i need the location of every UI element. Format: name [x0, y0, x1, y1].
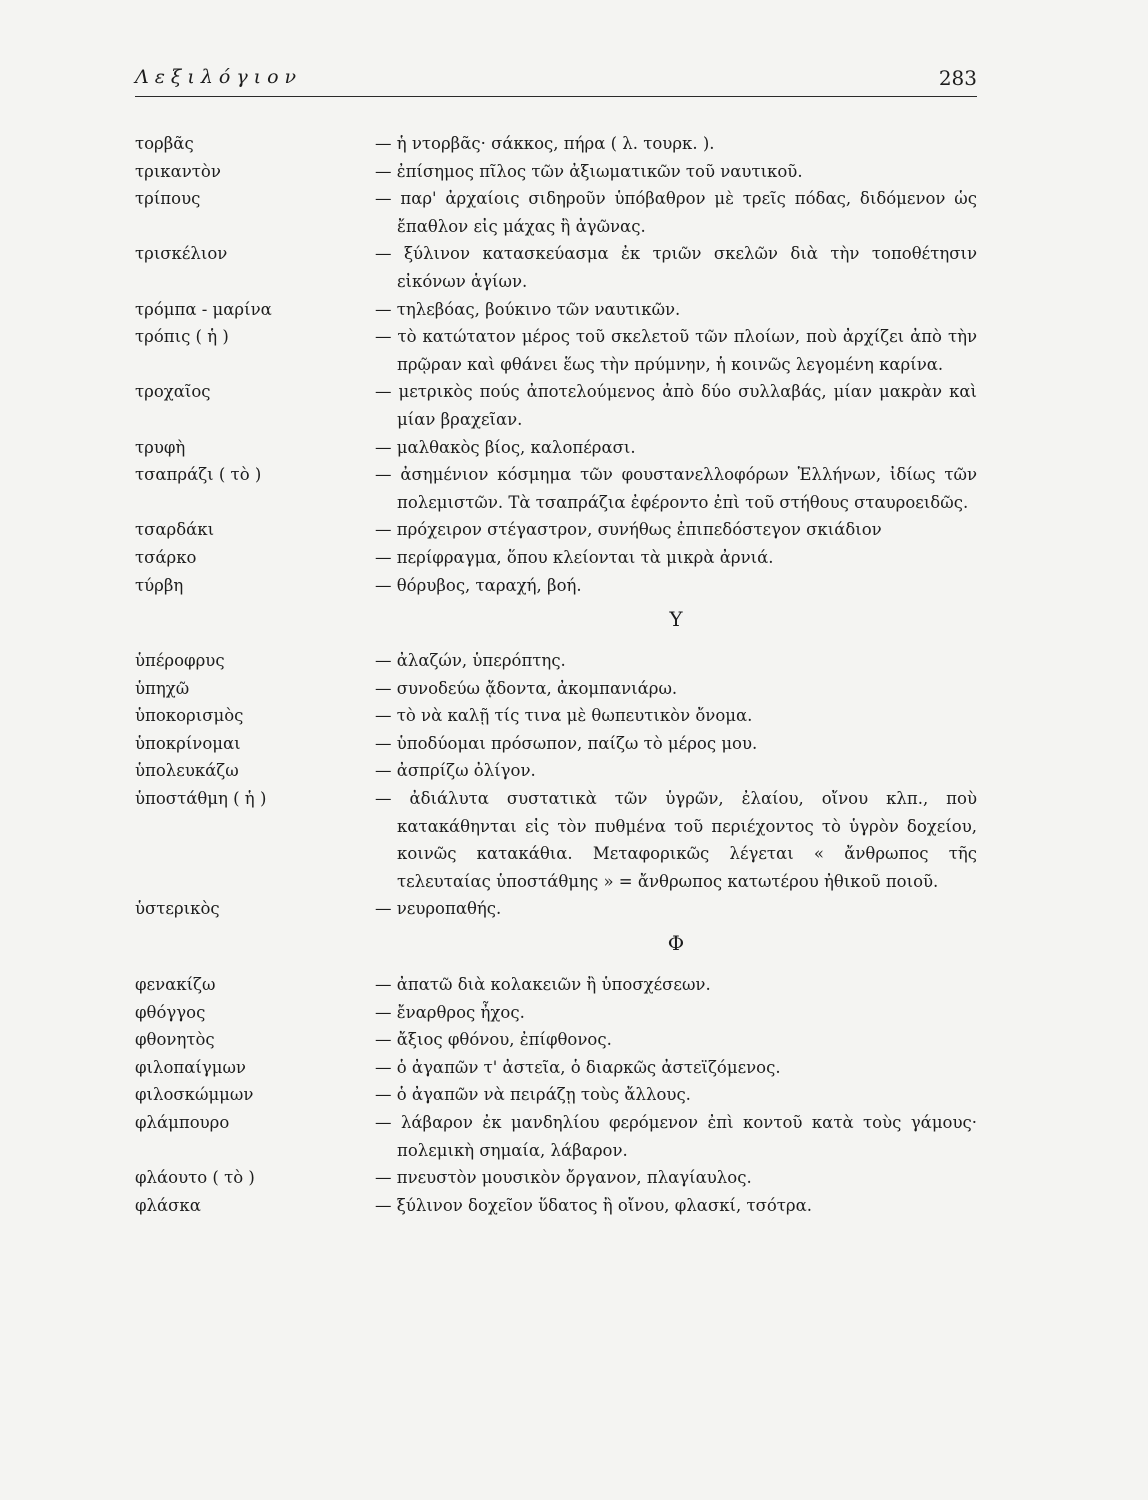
glossary-entry	[135, 1026, 977, 1054]
entry-definition: — ἀσημένιον κόσμημα τῶν φουστανελλοφόρων Ἑλλήνων, ἰδίως τῶν πολεμιστῶν. Τὰ τσαπράζια ἐφέροντο ἐπὶ τοῦ στήθους σταυροειδῶς.	[375, 465, 977, 512]
glossary-entry	[135, 158, 977, 186]
entry-term: φλάσκα	[135, 1195, 201, 1215]
page-number: 283	[938, 66, 977, 90]
entry-definition: — ὁ ἀγαπῶν τ' ἀστεῖα, ὁ διαρκῶς ἀστεϊζόμενος.	[375, 1057, 781, 1077]
glossary-entry	[135, 516, 977, 544]
entry-term: τσάρκο	[135, 547, 197, 567]
glossary-entries	[135, 130, 977, 1219]
glossary-entry	[135, 572, 977, 600]
entry-term: τσαρδάκι	[135, 520, 215, 540]
entry-term: τρισκέλιον	[135, 244, 228, 264]
entry-definition: — ἔναρθρος ἦχος.	[375, 1002, 525, 1022]
entry-definition: — παρ' ἀρχαίοις σιδηροῦν ὑπόβαθρον μὲ τρεῖς πόδας, διδόμενον ὡς ἔπαθλον εἰς μάχας ἢ ἀγῶνας.	[375, 189, 977, 236]
entry-term: φλάμπουρο	[135, 1113, 230, 1132]
glossary-entry	[135, 971, 977, 999]
glossary-entry	[135, 785, 977, 895]
entry-definition: — τὸ νὰ καλῇ τίς τινα μὲ θωπευτικὸν ὄνομα.	[375, 706, 753, 726]
entry-term: φενακίζω	[135, 975, 216, 995]
entry-term: τροχαῖος	[135, 382, 211, 402]
entry-definition: — ἡ ντορβᾶς· σάκκος, πήρα ( λ. τουρκ. ).	[375, 134, 715, 153]
entry-term: ὑποκορισμὸς	[135, 706, 244, 726]
glossary-entry	[135, 1164, 977, 1192]
entry-definition: — ἄξιος φθόνου, ἐπίφθονος.	[375, 1030, 612, 1050]
section-letter-upsilon: Υ	[669, 607, 683, 632]
glossary-entry	[135, 296, 977, 324]
glossary-entry	[135, 647, 977, 675]
entry-term: ὑπηχῶ	[135, 678, 190, 698]
entry-definition: — ὑποδύομαι πρόσωπον, παίζω τὸ μέρος μου.	[375, 733, 758, 753]
entry-definition: — ἀσπρίζω ὀλίγον.	[375, 761, 536, 781]
entry-term: ὑπολευκάζω	[135, 761, 239, 781]
glossary-entry	[135, 461, 977, 516]
glossary-entry	[135, 702, 977, 730]
entry-definition: — τηλεβόας, βούκινο τῶν ναυτικῶν.	[375, 299, 681, 319]
entry-definition: — πρόχειρον στέγαστρον, συνήθως ἐπιπεδόστεγον σκιάδιον	[375, 520, 882, 540]
page-header	[135, 62, 977, 97]
entry-definition: — περίφραγμα, ὅπου κλείονται τὰ μικρὰ ἀρνιά.	[375, 547, 774, 567]
entry-definition: — ὁ ἀγαπῶν νὰ πειράζῃ τοὺς ἄλλους.	[375, 1085, 691, 1105]
entry-term: τρόμπα - μαρίνα	[135, 299, 272, 319]
glossary-entry	[135, 185, 977, 240]
glossary-entry	[135, 323, 977, 378]
entry-definition: — πνευστὸν μουσικὸν ὄργανον, πλαγίαυλος.	[375, 1168, 752, 1188]
glossary-entry	[135, 757, 977, 785]
entry-term: τρόπις ( ἡ )	[135, 327, 229, 347]
glossary-entry	[135, 130, 977, 158]
entry-definition: — νευροπαθής.	[375, 899, 502, 919]
entry-term: ὑστερικὸς	[135, 899, 220, 919]
entry-definition: — μετρικὸς πούς ἀποτελούμενος ἀπὸ δύο συλλαβάς, μίαν μακρὰν καὶ μίαν βραχεῖαν.	[375, 382, 977, 429]
glossary-entry	[135, 544, 977, 572]
glossary-entry	[135, 434, 977, 462]
entry-definition: — ἐπίσημος πῖλος τῶν ἀξιωματικῶν τοῦ ναυτικοῦ.	[375, 161, 803, 181]
glossary-entry	[135, 999, 977, 1027]
entry-term: τρίπους	[135, 189, 201, 209]
section-letter-phi: Φ	[667, 931, 685, 956]
entry-definition: — ἀδιάλυτα συστατικὰ τῶν ὑγρῶν, ἐλαίου, οἴνου κλπ., ποὺ κατακάθηνται εἰς τὸν πυθμένα τοῦ περιέχοντος τὸ ὑγρὸν δοχείου, κοινῶς κατακάθια. Μεταφορικῶς λέγεται « ἄνθρωπος τῆς τελευταίας ὑποστάθμης » = ἄνθρωπος κατωτέρου ἠθικοῦ ποιοῦ.	[375, 789, 977, 891]
entry-term: ὑποστάθμη ( ἡ )	[135, 789, 267, 809]
glossary-entry	[135, 1054, 977, 1082]
entry-definition: — ἀπατῶ διὰ κολακειῶν ἢ ὑποσχέσεων.	[375, 975, 711, 995]
entry-definition: — ἀλαζών, ὑπερόπτης.	[375, 651, 566, 671]
entry-term: φιλοσκώμμων	[135, 1085, 254, 1105]
entry-term: ὑποκρίνομαι	[135, 733, 241, 753]
glossary-entry	[135, 895, 977, 923]
entry-definition: — θόρυβος, ταραχή, βοή.	[375, 575, 582, 595]
glossary-entry	[135, 240, 977, 295]
glossary-entry	[135, 378, 977, 433]
entry-definition: — ξύλινον κατασκεύασμα ἐκ τριῶν σκελῶν διὰ τὴν τοποθέτησιν εἰκόνων ἁγίων.	[375, 244, 977, 291]
entry-term: φθονητὸς	[135, 1030, 215, 1050]
entry-term: φθόγγος	[135, 1002, 206, 1022]
entry-term: ὑπέροφρυς	[135, 651, 225, 671]
glossary-entry	[135, 730, 977, 758]
glossary-entry	[135, 1192, 977, 1220]
page-title: Λεξιλόγιον	[135, 66, 303, 88]
entry-term: τύρβη	[135, 575, 184, 595]
entry-definition: — λάβαρον ἐκ μανδηλίου φερόμενον ἐπὶ κοντοῦ κατὰ τοὺς γάμους· πολεμικὴ σημαία, λάβαρον.	[375, 1113, 977, 1160]
entry-term: τορβᾶς	[135, 134, 194, 153]
entry-definition: — μαλθακὸς βίος, καλοπέρασι.	[375, 437, 636, 457]
glossary-entry	[135, 1109, 977, 1164]
entry-term: τσαπράζι ( τὸ )	[135, 465, 262, 485]
entry-term: τρυφὴ	[135, 437, 186, 457]
glossary-entry	[135, 675, 977, 703]
entry-term: φιλοπαίγμων	[135, 1057, 246, 1077]
entry-term: τρικαντὸν	[135, 161, 221, 181]
entry-definition: — τὸ κατώτατον μέρος τοῦ σκελετοῦ τῶν πλοίων, ποὺ ἀρχίζει ἀπὸ τὴν πρῷραν καὶ φθάνει ἕως τὴν πρύμνην, ἡ κοινῶς λεγομένη καρίνα.	[375, 327, 977, 374]
entry-term: φλάουτο ( τὸ )	[135, 1168, 255, 1188]
glossary-entry	[135, 1081, 977, 1109]
entry-definition: — συνοδεύω ᾄδοντα, ἀκομπανιάρω.	[375, 678, 678, 698]
entry-definition: — ξύλινον δοχεῖον ὕδατος ἢ οἴνου, φλασκί, τσότρα.	[375, 1195, 813, 1215]
